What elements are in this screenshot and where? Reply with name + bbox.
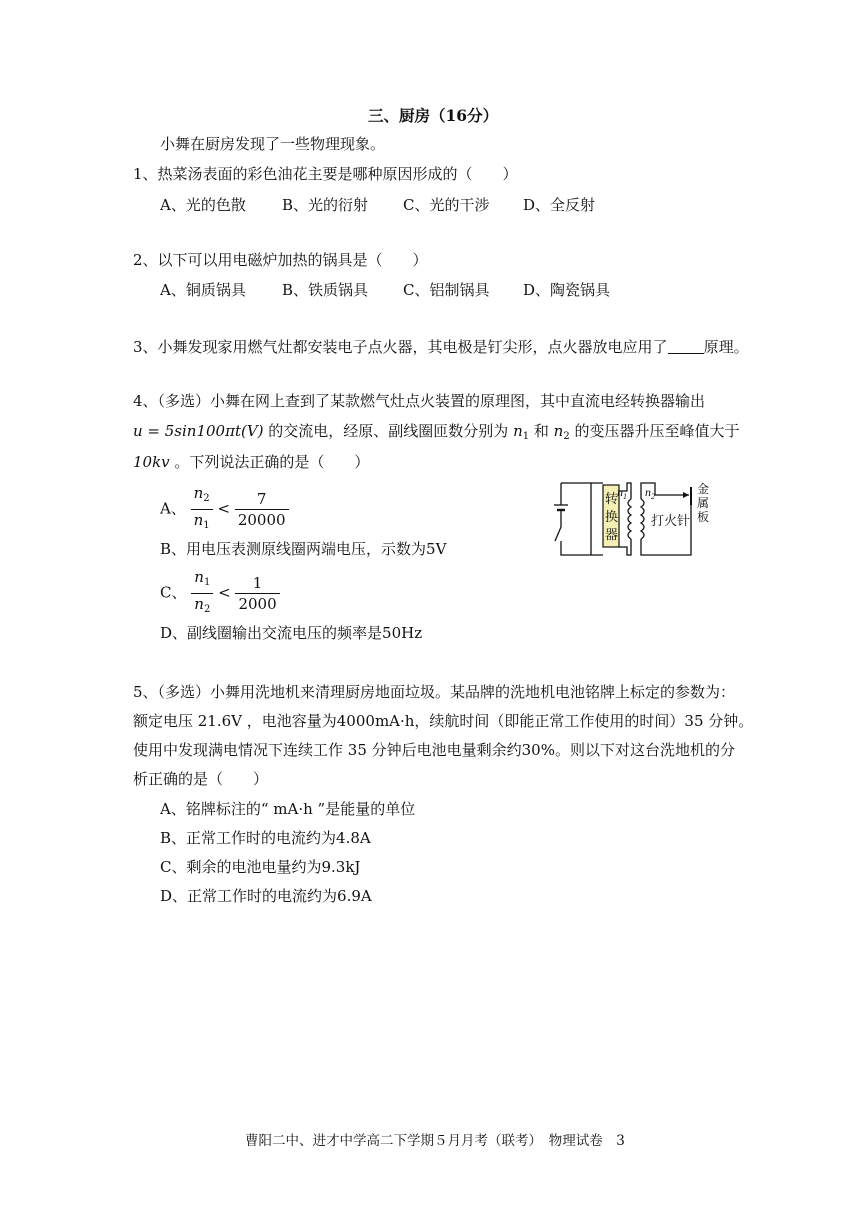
needle-label: 打火针	[651, 513, 691, 528]
frac-den: 20000	[237, 511, 286, 529]
q5-option-d: D、正常工作时的电流约为6.9A	[160, 887, 372, 905]
plate-label-3: 板	[697, 510, 710, 524]
frac-n1: n	[193, 511, 204, 529]
primary-coil	[628, 499, 631, 539]
q2-option-d: D、陶瓷锅具	[523, 281, 611, 299]
question-5-line3: 使用中发现满电情况下连续工作 35 分钟后电池电量剩余约30%。则以下对这台洗地机的分	[133, 741, 735, 759]
q3-text-b: 原理。	[703, 338, 749, 356]
question-2-stem: 2、以下可以用电磁炉加热的锅具是（ ）	[133, 251, 428, 269]
question-5-line4: 析正确的是（ ）	[133, 770, 269, 788]
q4-and: 和	[529, 422, 554, 440]
q4-option-c	[160, 568, 280, 619]
section-intro: 小舞在厨房发现了一些物理现象。	[160, 135, 386, 153]
plate-label-2: 属	[697, 496, 710, 510]
converter-label-2: 换	[605, 509, 619, 524]
ignition-circuit-diagram	[543, 475, 723, 565]
frac-n2-sub: 2	[203, 604, 211, 615]
frac-n1-sub: 1	[203, 577, 211, 588]
less-than: <	[218, 583, 231, 602]
less-than: <	[217, 499, 231, 518]
q2-option-c: C、铝制锅具	[403, 281, 490, 299]
q4-n2: n	[553, 422, 564, 440]
q5-option-b: B、正常工作时的电流约为4.8A	[160, 829, 371, 847]
q1-option-a: A、光的色散	[160, 196, 246, 214]
fraction-7-20000	[235, 490, 289, 529]
fraction-n2-n1	[191, 484, 213, 535]
q1-option-b: B、光的衍射	[282, 196, 369, 214]
q4-option-a-label: A、	[160, 499, 186, 518]
frac-n2: n	[193, 484, 204, 502]
q5-option-c: C、剩余的电池电量约为9.3kJ	[160, 858, 361, 876]
frac-n2-sub: 2	[203, 493, 210, 504]
fraction-1-2000	[235, 574, 279, 613]
q4-n1: n	[513, 422, 523, 440]
fraction-n1-n2	[191, 568, 213, 619]
q5-option-a: A、铭牌标注的“ mA·h ”是能量的单位	[160, 800, 416, 818]
q2-option-a: A、铜质锅具	[160, 281, 246, 299]
q4-option-b: B、用电压表测原线圈两端电压，示数为5V	[160, 540, 447, 558]
q4-option-a	[160, 484, 289, 535]
diagram-n1: $n_1$	[617, 485, 627, 501]
q4-voltage: 10kv	[133, 453, 170, 471]
q4-option-d: D、副线圈输出交流电压的频率是50Hz	[160, 624, 423, 642]
primary-bottom-wire	[619, 539, 631, 555]
frac-n1: n	[194, 568, 204, 586]
frac-num: 7	[235, 490, 289, 510]
frac-num: 1	[235, 574, 279, 594]
q4-line3-end: 。下列说法正确的是（ ）	[169, 453, 370, 471]
secondary-coil	[641, 499, 644, 539]
q3-text-a: 3、小舞发现家用燃气灶都安装电子点火器，其电极是钉尖形，点火器放电应用了	[133, 338, 668, 356]
answer-blank	[668, 339, 704, 354]
q2-option-b: B、铁质锅具	[282, 281, 369, 299]
q4-n2-sub: 2	[563, 431, 570, 442]
plate-label-1: 金	[697, 482, 710, 496]
q1-option-c: C、光的干涉	[403, 196, 490, 214]
q4-line2-end: 的变压器升压至峰值大于	[569, 422, 740, 440]
switch-lever	[555, 527, 561, 541]
needle-arrow-icon	[683, 492, 689, 498]
converter-label-3: 器	[605, 527, 619, 542]
q4-formula: u = 5sin100πt(V)	[133, 422, 264, 440]
question-4-line3	[133, 452, 369, 472]
converter-label-1: 转	[605, 491, 619, 506]
question-4-line1: 4、（多选）小舞在网上查到了某款燃气灶点火装置的原理图，其中直流电经转换器输出	[133, 392, 706, 410]
frac-den: 2000	[238, 595, 277, 613]
section-title: 三、厨房（16分）	[368, 106, 499, 125]
frac-n1-sub: 1	[203, 520, 210, 531]
q4-n1-sub: 1	[522, 431, 530, 442]
question-4-line2	[133, 421, 740, 447]
question-5-line1: 5、（多选）小舞用洗地机来清理厨房地面垃圾。某品牌的洗地机电池铭牌上标定的参数为：	[133, 683, 736, 701]
question-5-line2: 额定电压 21.6V ，电池容量为4000mA·h，续航时间（即能正常工作使用的时间）35 分钟。	[133, 712, 754, 730]
q1-option-d: D、全反射	[523, 196, 596, 214]
wire-bottom-left	[561, 541, 591, 555]
converter-input-wires	[591, 483, 603, 555]
q4-option-c-label: C、	[160, 583, 187, 602]
frac-n2: n	[194, 595, 204, 613]
q4-line2-mid: 的交流电，经原、副线圈匝数分别为	[263, 422, 514, 440]
question-3-stem	[133, 337, 749, 357]
page-footer: 曹阳二中、进才中学高二下学期５月月考（联考） 物理试卷 3	[245, 1133, 625, 1149]
diagram-n2: $n_2$	[645, 485, 655, 501]
question-1-stem: 1、热菜汤表面的彩色油花主要是哪种原因形成的（ ）	[133, 165, 518, 183]
